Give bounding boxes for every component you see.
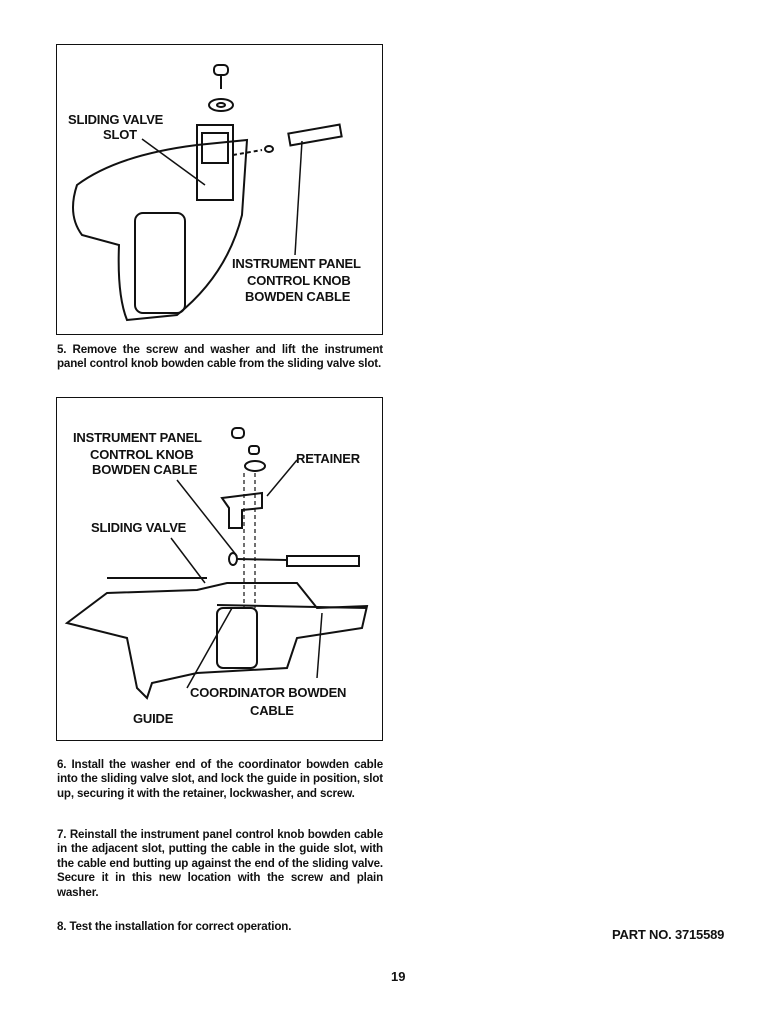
part-number: PART NO. 3715589 [612,927,725,942]
label-sliding-valve: SLIDING VALVE [91,520,187,535]
label-bowden-cable: BOWDEN CABLE [92,462,198,477]
label-cable: CABLE [250,703,294,718]
figure-1-sliding-valve-slot [56,44,383,335]
label-instrument-panel: INSTRUMENT PANEL [73,430,202,445]
step-8-text: 8. Test the installation for correct operation. [57,919,292,933]
label-bowden-cable: BOWDEN CABLE [245,289,351,304]
step-7-text: 7. Reinstall the instrument panel control knob bowden cable in the adjacent slot, putting the cable in the guide slot, with the cable end butting up against the end of the sliding valve. Secure it in this new location with the screw and plain washer. [57,827,383,899]
step-5-text: 5. Remove the screw and washer and lift the instrument panel control knob bowden cable from the sliding valve slot. [57,342,383,371]
step-6-text: 6. Install the washer end of the coordinator bowden cable into the sliding valve slot, and lock the guide in position, slot up, securing it with the retainer, lockwasher, and screw. [57,757,383,800]
label-sliding-valve: SLIDING VALVE [68,112,164,127]
label-control-knob: CONTROL KNOB [90,447,194,462]
figure-2-coordinator-cable-install [56,397,383,741]
label-control-knob: CONTROL KNOB [247,273,351,288]
label-coordinator-bowden: COORDINATOR BOWDEN [190,685,347,700]
page-number: 19 [391,969,406,984]
label-guide: GUIDE [133,711,174,726]
label-instrument-panel: INSTRUMENT PANEL [232,256,361,271]
label-retainer: RETAINER [296,451,360,466]
label-slot: SLOT [103,127,137,142]
